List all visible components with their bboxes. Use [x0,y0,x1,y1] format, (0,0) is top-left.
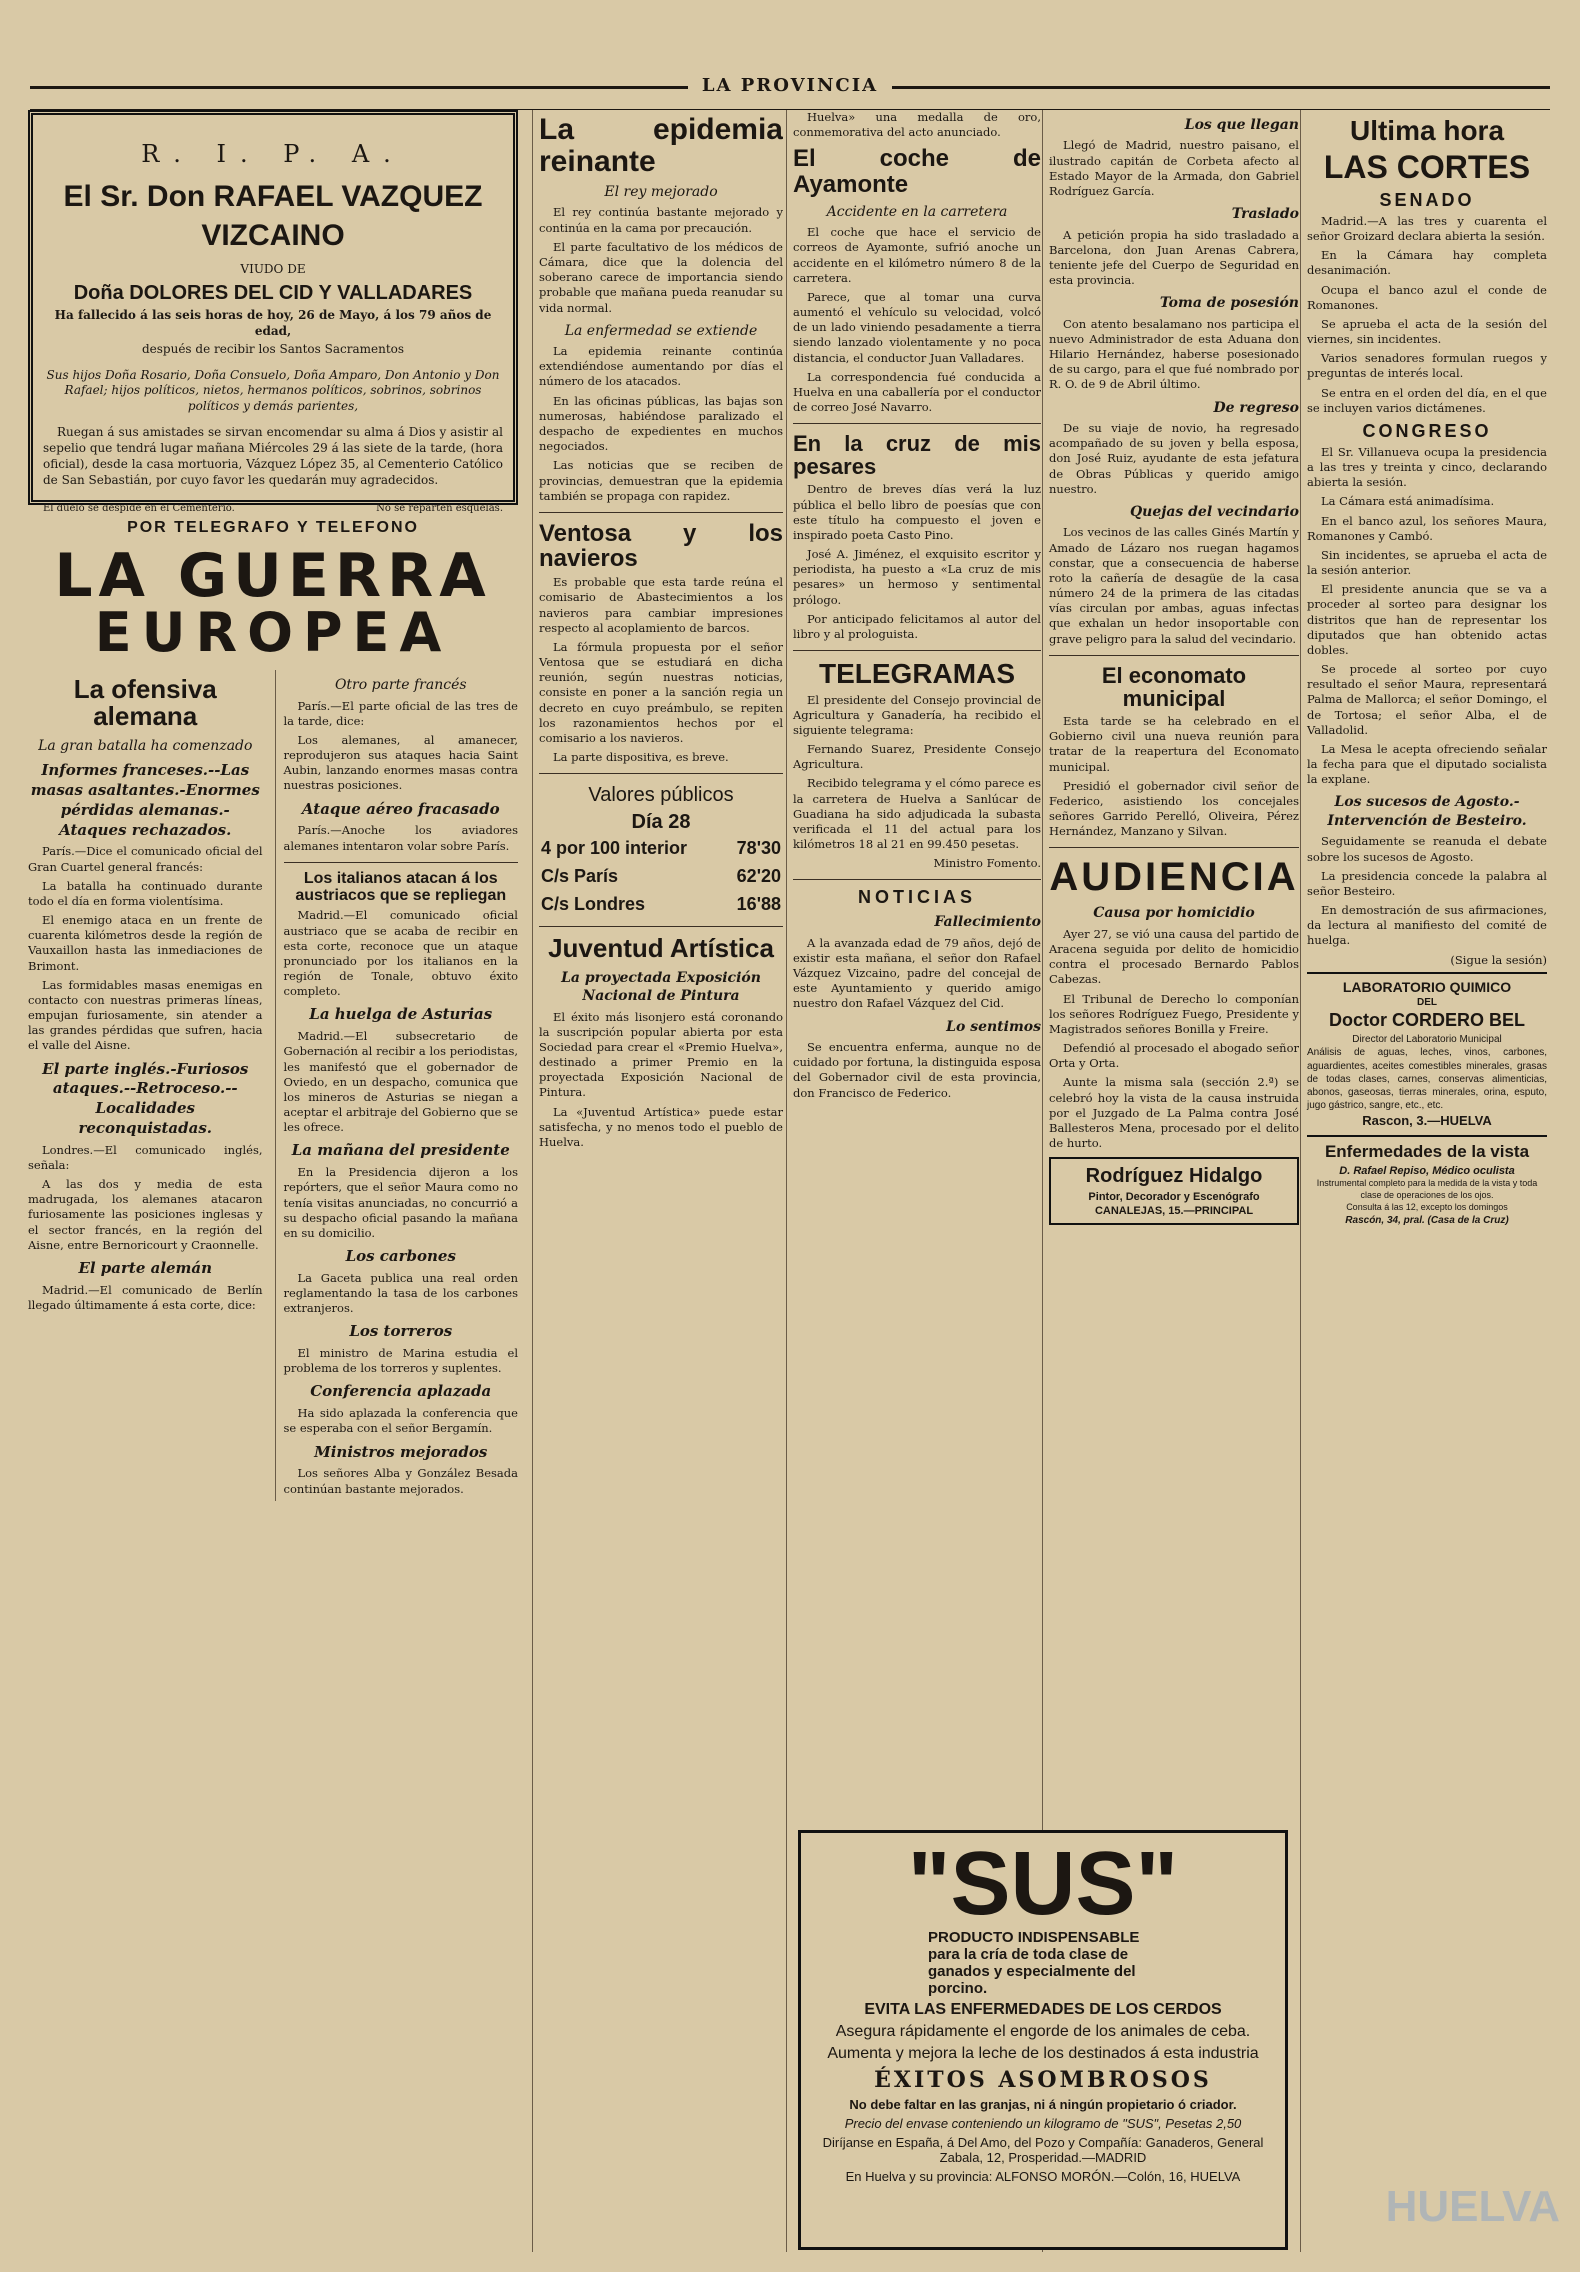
col2-p8: La parte dispositiva, es breve. [553,750,729,765]
col5-p11: El presidente anuncia que se va a proceder al sorteo para designar los distritos que han de representar los diputados que han obtenido actas dobles. [1307,582,1547,657]
obituary-family: Sus hijos Doña Rosario, Doña Consuelo, Doña Amparo, Don Antonio y Don Rafael; hijos políticos, nietos, hermanos políticos, sobrinos, sobrinos políticos y demás parientes, [46,367,500,414]
column-5 [1300,110,1547,2252]
war-sub-8: La mañana del presidente [291,1141,510,1160]
col3-p5: José A. Jiménez, el exquisito escritor y periodista, ha puesto a «La cruz de mis pesares» un hermoso y sentimental prólogo. [793,547,1041,607]
col4-p9: El Tribunal de Derecho lo componían los señores Rodríguez Fuego, Presidente y Magistrados señores Bonilla y Freire. [1049,991,1299,1036]
sus-line-3: Aumenta y mejora la leche de los destinados á esta industria [827,2045,1259,2062]
war-r8: El ministro de Marina estudia el problema de los torreros y suplentes. [283,1346,518,1376]
obituary-request: Ruegan á sus amistades se sirvan encomendar su alma á Dios y asistir al sepelio que tendrá lugar mañana Miércoles 29 á las siete de la tarde, (hora oficial), desde la casa mortuoria, Vázquez López 35, al Cementerio Católico de San Sebastián, por cuyo favor les quedarán muy agradecidos. [43,425,503,487]
values-day: Día 28 [631,810,691,833]
sus-line-7: En Huelva y su provincia: ALFONSO MORÓN.—Colón, 16, HUELVA [845,2169,1241,2184]
col5-headline-4: CONGRESO [1362,420,1492,441]
war-title-2: EUROPEA [94,601,452,665]
col4-p4: De su viaje de novio, ha regresado acompañado de su joven y bella esposa, don José Ruiz, ayudante de esta jefatura de Obras Públicas y querido amigo nuestro. [1049,421,1299,496]
col5-headline-3: SENADO [1379,189,1475,210]
col4-p11: Aunte la misma sala (sección 2.ª) se celebró hoy la vista de la causa instruida por el Juzgado de La Palma contra José Ballesteros Mena, procesado por el delito de hurto. [1049,1075,1299,1151]
war-r2: Los alemanes, al amanecer, reprodujeron sus ataques hacia Saint Aubin, lanzando enormes masas contra nuestras posiciones. [283,732,518,793]
col2-p4: En las oficinas públicas, las bajas son numerosas, habiéndose paralizado el despacho de expedientes en muchos negociados. [539,393,783,454]
col5-continued: (Sigue la sesión) [1450,952,1547,967]
col2-headline-2: Ventosa y los navieros [539,519,783,573]
painter-name: Rodríguez Hidalgo [1085,1165,1263,1188]
obituary-widower: VIUDO DE [240,261,306,276]
col4-headline-1: El economato municipal [1101,662,1247,711]
col3-headline-1: El coche de Ayamonte [793,145,1041,198]
col3-p7: El presidente del Consejo provincial de Agricultura y Ganadería, ha recibido el siguiente telegrama: [793,692,1041,737]
sus-tagline: PRODUCTO INDISPENSABLE para la cría de toda clase de ganados y especialmente del porcino. [928,1929,1140,1997]
col5-headline-2: LAS CORTES [1323,149,1531,186]
col3-p9: Recibido telegrama y el cómo parece es la carretera de Huelva a Sanlúcar de Guadiana ha sido adjudicada la subasta verificada el 11 del actual para los kilómetros 18 al 21 en 99.450 pesetas. [793,776,1041,852]
war-left-column [28,670,263,1501]
values-row: C/s París 62'20 [541,865,781,886]
col2-p6: Es probable que esta tarde reúna el comisario de Abastecimientos a los navieros para cambiar impresiones respecto al acoplamiento de barcos. [539,575,783,635]
col5-p1: Madrid.—A las tres y cuarenta el señor Groizard declara abierta la sesión. [1307,213,1547,244]
col3-p2: Parece, que al tomar una curva aumentó el vehículo su velocidad, volcó de un lado viniendo pesadamente a tierra siendo lanzado violentamente y no poca distancia, el conductor Juan Valladares. [793,289,1041,365]
col5-p9: En el banco azul, los señores Maura, Romanones y Cambó. [1307,513,1547,543]
col3-p10: Ministro Fomento. [933,856,1041,871]
war-kicker: POR TELEGRAFO Y TELEFONO [127,519,419,536]
lab-ad [1307,972,1547,1130]
war-sub-9: Los carbones [345,1247,456,1266]
war-r9: Ha sido aplazada la conferencia que se esperaba con el señor Bergamín. [283,1406,518,1436]
column-2 [532,110,783,2252]
col2-sub-3: La proyectada Exposición Nacional de Pintura [561,969,761,1005]
war-right-headline: Otro parte francés [334,677,467,694]
col4-p1: Llegó de Madrid, nuestro paisano, el ilustrado capitán de Corbeta afecto al Estado Mayor de la Armada, don Gabriel Rodríguez García. [1049,138,1299,198]
library-watermark: HUELVA [1385,2182,1560,2231]
war-p6: A las dos y media de esta madrugada, los alemanes atacaron furiosamente las posiciones inglesas y el sector francés, en la región del Aisne, entre Bernoricourt y Craonnelle. [28,1177,263,1252]
war-sub-12: Ministros mejorados [314,1442,488,1461]
col4-sub-6: Causa por homicidio [1093,905,1255,922]
col5-p5: Varios senadores formulan ruegos y preguntas de interés local. [1307,351,1547,381]
war-sub-3: El parte inglés.-Furiosos ataques.--Retroceso.-- Localidades reconquistadas. [42,1059,249,1137]
col4-sub-2: Traslado [1231,206,1299,223]
oculist-title: Enfermedades de la vista [1324,1142,1530,1162]
newspaper-title: LA PROVINCIA [688,75,892,96]
war-sub-1: La gran batalla ha comenzado [38,737,253,754]
col5-p13: La Mesa le acepta ofreciendo señalar la fecha para que el diputado socialista la explane. [1307,741,1547,787]
col5-p14: Seguidamente se reanuda el debate sobre los sucesos de Agosto. [1307,834,1547,864]
col3-headline-4: NOTICIAS [857,887,976,908]
col3-sub-2: Fallecimiento [934,914,1041,931]
col2-headline-1: La epidemia reinante [539,113,783,178]
obituary-foot-right: No se reparten esquelas. [376,503,503,515]
col3-p12: Se encuentra enferma, aunque no de cuidado por fortuna, la distinguida esposa del Gobernador civil de esta provincia, don Francisco de Federico. [793,1040,1041,1100]
war-p7: Madrid.—El comunicado de Berlín llegado últimamente á esta corte, dice: [28,1282,263,1312]
col5-p2: En la Cámara hay completa desanimación. [1307,248,1547,278]
sus-line-6: Diríjanse en España, á Del Amo, del Pozo y Compañía: Ganaderos, General Zabala, 12, Prosperidad.—MADRID [822,2135,1264,2165]
oculist-hours: Consulta á las 12, excepto los domingos [1346,1202,1508,1213]
lab-address: Rascon, 3.—HUELVA [1362,1113,1492,1129]
col4-sub-3: Toma de posesión [1159,295,1299,312]
col4-p5: Los vecinos de las calles Ginés Martín y Amado de Lázaro nos ruegan hagamos constar, que a consecuencia de haberse roto la cañería de desagüe de la casa número 24 de la primera de las citadas vías circulan por ambas, aguas infectas que exhalan un hedor insoportable con grave peligro para la salud del vecindario. [1049,525,1299,646]
col4-sub-1: Los que llegan [1184,117,1299,133]
war-sub-4: El parte alemán [78,1258,213,1277]
col2-headline-3: Juventud Artística [548,933,774,964]
oculist-name: D. Rafael Repiso, Médico oculista [1339,1164,1515,1177]
war-r7: La Gaceta publica una real orden reglamentando la tasa de los carbones extranjeros. [283,1270,518,1316]
col2-p5: Las noticias que se reciben de provincias, demuestran que la epidemia también se propaga con rapidez. [539,458,783,503]
sus-brand: "SUS" [907,1834,1179,1934]
war-p2: La batalla ha continuado durante todo el día en forma violentísima. [28,878,263,908]
war-r10: Los señores Alba y González Besada continúan bastante mejorados. [283,1466,518,1496]
col3-p6: Por anticipado felicitamos al autor del libro y al prologuista. [793,611,1041,641]
sus-line-1: EVITA LAS ENFERMEDADES DE LOS CERDOS [864,2001,1222,2018]
war-sub-5: Ataque aéreo fracasado [301,799,500,818]
col4-p8: Ayer 27, se vió una causa del partido de Aracena seguida por delito de homicidio contra el procesado Bernardo Pablos Cabezas. [1049,926,1299,987]
war-p3: El enemigo ataca en un frente de cuarenta kilómetros desde la región de Vauxaillon hasta las inmediaciones de Brimont. [28,913,263,973]
col3-headline-3: TELEGRAMAS [819,658,1015,690]
col4-p7: Presidió el gobernador civil señor de Federico, asistiendo los concejales señores Garrido Perelló, Oliveira, Pérez Hernández, Manzano y Silvan. [1049,778,1299,839]
oculist-ad [1307,1135,1547,1227]
col5-p7: El Sr. Villanueva ocupa la presidencia a las tres y treinta y cinco, declarando abierta la sesión. [1307,444,1547,490]
col2-p3: La epidemia reinante continúa extendiéndose aumentando por días el número de los atacados. [539,344,783,389]
col2-sub-2: La enfermedad se extiende [564,322,758,339]
war-sub-7: La huelga de Asturias [309,1005,493,1024]
col4-p10: Defendió al procesado el abogado señor Orta y Orta. [1049,1041,1299,1071]
sus-exitos: ÉXITOS ASOMBROSOS [874,2067,1212,2093]
col5-p3: Ocupa el banco azul el conde de Romanones. [1307,282,1547,312]
war-sub-10: Los torreros [349,1322,453,1341]
war-sub-6: Los italianos atacan á los austriacos que se repliegan [295,869,507,904]
values-row: 4 por 100 interior 78'30 [541,838,781,859]
lab-director: Director del Laboratorio Municipal [1352,1034,1502,1046]
col5-p4: Se aprueba el acta de la sesión del viernes, sin incidentes. [1307,316,1547,347]
masthead [30,75,1550,110]
war-right-column [275,670,519,1501]
col2-sub-1: El rey mejorado [604,184,718,200]
war-sub-11: Conferencia aplazada [310,1382,492,1401]
war-p1: París.—Dice el comunicado oficial del Gran Cuartel general francés: [28,844,263,874]
col5-p10: Sin incidentes, se aprueba el acta de la sesión anterior. [1307,547,1547,578]
col3-sub-1: Accidente en la carretera [826,203,1008,220]
war-r5: Madrid.—El subsecretario de Gobernación al recibir a los periodistas, les manifestó que el gobernador de Oviedo, en un despacho, comunica que los mineros de Asturias se niegan a aceptar el arbitraje del Gobierno que se les ofrece. [283,1029,518,1135]
war-sub-2: Informes franceses.--Las masas asaltantes.-Enormes pérdidas alemanas.-Ataques rechazados. [30,761,260,839]
sus-line-2: Asegura rápidamente el engorde de los animales de ceba. [835,2023,1251,2040]
col3-p4: Dentro de breves días verá la luz pública el bello libro de poesías que con este título ha compuesto el joven e inspirado poeta Casto Pino. [793,482,1041,542]
col3-headline-2: En la cruz de mis pesares [793,431,1041,480]
values-title: Valores públicos [588,784,734,807]
col3-sub-3: Lo sentimos [946,1018,1041,1035]
sus-advertisement [798,1830,1288,2250]
col5-p8: La Cámara está animadísima. [1321,494,1495,509]
col5-p16: En demostración de sus afirmaciones, da lectura al manifiesto del comité de huelga. [1307,903,1547,948]
col4-p3: Con atento besalamano nos participa el nuevo Administrador de esta Aduana don Hilario Hernández, haberse posesionado de su cargo, para el que fué nombrado por R. O. de 9 de Abril último. [1049,316,1299,392]
col2-p7: La fórmula propuesta por el señor Ventosa que se estudiará en dicha reunión, según nuestras noticias, consiste en poner a la sanción regia un decreto en cuyo preámbulo, se repiten los razonamientos hechos por el comisario a los navieros. [539,639,783,745]
col5-p6: Se entra en el orden del día, en el que se incluyen varios dictámenes. [1307,385,1547,415]
col3-p1: El coche que hace el servicio de correos de Ayamonte, sufrió anoche un accidente en el kilómetro número 8 de la carretera. [793,225,1041,285]
painter-address: CANALEJAS, 15.—PRINCIPAL [1094,1205,1254,1218]
war-p4: Las formidables masas enemigas en contacto con nuestras primeras líneas, empujan furiosamente, sin atender a las grandes pérdidas que sufren, hacia el valle del Aisne. [28,977,263,1053]
lab-title: LABORATORIO QUIMICO [1342,978,1512,995]
col4-p2: A petición propia ha sido trasladado a Barcelona, don Juan Arenas Cabrera, teniente jefe del Cuerpo de Seguridad en esta provincia. [1049,227,1299,288]
col3-p3: La correspondencia fué conducida a Huelva en una caballería por el conductor de correo José Navarro. [793,369,1041,415]
war-r6: En la Presidencia dijeron a los repórters, que el señor Maura como no tenía visitas anunciadas, no concurrió a su despacho oficial pasando la mañana en su domicilio. [283,1165,518,1240]
col4-sub-4: De regreso [1213,399,1299,416]
col3-p0: Huelva» una medalla de oro, conmemorativa del acto anunciado. [793,110,1041,140]
column-1 [28,110,518,2252]
col3-p8: Fernando Suarez, Presidente Consejo Agricultura. [793,742,1041,772]
col2-p2: El parte facultativo de los médicos de Cámara, dice que la dolencia del soberano carece de importancia siendo probable que mañana pueda reanudar su vida normal. [539,239,783,315]
col2-p9: El éxito más lisonjero está coronando la suscripción popular abierta por esta Sociedad para crear el «Premio Huelva», destinado a primer Premio en la proyectada Exposición Nacional de Pintura. [539,1009,783,1100]
col4-sub-5: Quejas del vecindario [1129,503,1299,520]
col4-p6: Esta tarde se ha celebrado en el Gobierno civil una nueva reunión para tratar de la reapertura del Economato municipal. [1049,714,1299,774]
col5-p15: La presidencia concede la palabra al señor Besteiro. [1307,868,1547,898]
war-title-1: LA GUERRA [54,541,492,612]
oculist-address: Rascón, 34, pral. (Casa de la Cruz) [1345,1215,1509,1227]
painter-ad [1049,1157,1299,1224]
war-r4: Madrid.—El comunicado oficial austriaco que se acaba de recibir en esta corte, reconoce que un ataque pronunciado por los italianos en la región de Tonale, obtuvo éxito completo. [283,908,518,999]
col5-p12: Se procede al sorteo por cuyo resultado el señor Maura, representará Palma de Mallorca; el señor Domingo, el de Tortosa; el señor Alba, el de Valladolid. [1307,662,1547,737]
obituary-lady: Doña DOLORES DEL CID Y VALLADARES [73,281,473,304]
col5-sub-1: Los sucesos de Agosto.-Intervención de Besteiro. [1327,794,1527,829]
obituary-box [28,110,518,515]
sus-line-4: No debe faltar en las granjas, ni á ningún propietario ó criador. [849,2097,1237,2112]
war-r3: París.—Anoche los aviadores alemanes intentaron volar sobre París. [283,823,518,853]
painter-sub: Pintor, Decorador y Escenógrafo [1088,1190,1260,1203]
lab-doctor: Doctor CORDERO BEL [1328,1010,1525,1031]
obituary-name: El Sr. Don RAFAEL VAZQUEZ VIZCAINO [63,179,483,253]
obituary-rip: R. I. P. A. [141,140,405,168]
col2-p10: La «Juventud Artística» puede estar satisfecha, y no menos todo el pueblo de Huelva. [539,1104,783,1149]
war-left-headline: La ofensiva alemana [73,674,217,732]
lab-services: Análisis de aguas, leches, vinos, carbones, aguardientes, aceites comestibles minerales, grasas de todas clases, carnes, conservas alimenticias, abonos, gaseosas, tierras minerales, orina, esputo, jugo gástrico, sangre, etc., etc. [1307,1047,1547,1112]
sus-price: Precio del envase conteniendo un kilogramo de "SUS", Pesetas 2,50 [844,2116,1242,2131]
col5-headline-1: Ultima hora [1349,115,1505,146]
col2-p1: El rey continúa bastante mejorado y continúa en la cama por precaución. [539,205,783,235]
obituary-sacraments: después de recibir los Santos Sacramentos [141,341,405,356]
obituary-death: Ha fallecido á las seis horas de hoy, 26 de Mayo, á los 79 años de edad, [54,308,492,338]
public-values [539,782,783,918]
lab-del: DEL [1417,997,1437,1009]
obituary-foot-left: El duelo se despide en el Cementerio. [43,503,235,515]
col4-headline-2: AUDIENCIA [1049,855,1299,900]
oculist-desc: Instrumental completo para la medida de la vista y toda clase de operaciones de los ojos. [1316,1178,1538,1201]
values-row: C/s Londres 16'88 [541,893,781,914]
col3-p11: A la avanzada edad de 79 años, dejó de existir esta mañana, el señor don Rafael Vázquez Vizcaino, padre del concejal de este Ayuntamiento y querido amigo nuestro don Rafael Vázquez del Cid. [793,935,1041,1011]
war-r1: París.—El parte oficial de las tres de la tarde, dice: [283,698,518,728]
war-p5: Londres.—El comunicado inglés, señala: [28,1142,263,1172]
